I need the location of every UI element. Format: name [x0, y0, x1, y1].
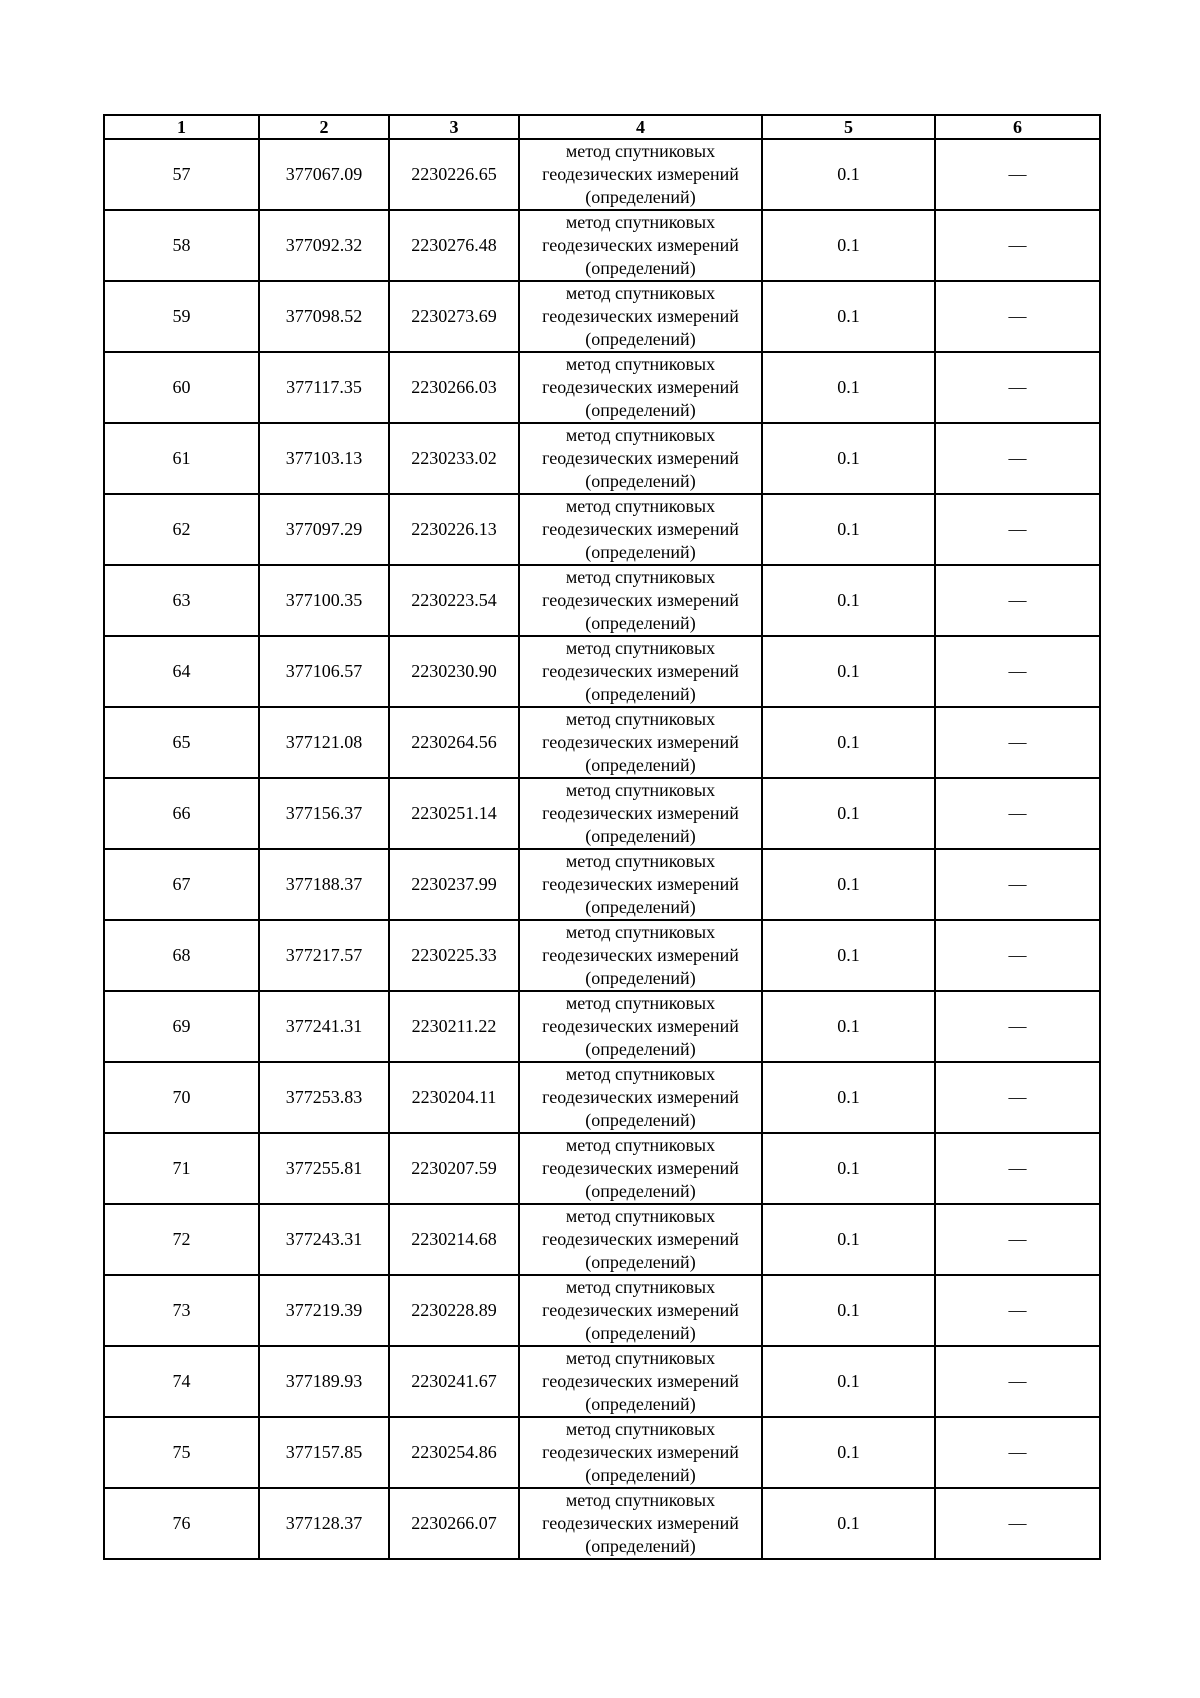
table-body	[104, 139, 1100, 1559]
note-cell: —	[935, 1275, 1100, 1346]
method-cell: метод спутниковых геодезических измерений (определений)	[519, 1275, 762, 1346]
x-coordinate-cell: 377241.31	[259, 991, 389, 1062]
table-row	[104, 139, 1100, 210]
x-coordinate-cell: 377217.57	[259, 920, 389, 991]
table-row	[104, 778, 1100, 849]
y-coordinate-cell: 2230266.07	[389, 1488, 519, 1559]
x-coordinate-cell: 377255.81	[259, 1133, 389, 1204]
method-cell: метод спутниковых геодезических измерений (определений)	[519, 565, 762, 636]
accuracy-cell: 0.1	[762, 281, 935, 352]
point-number-cell: 57	[104, 139, 259, 210]
y-coordinate-cell: 2230264.56	[389, 707, 519, 778]
x-coordinate-cell: 377189.93	[259, 1346, 389, 1417]
x-coordinate-cell: 377121.08	[259, 707, 389, 778]
method-cell: метод спутниковых геодезических измерений (определений)	[519, 778, 762, 849]
table-row	[104, 423, 1100, 494]
method-cell: метод спутниковых геодезических измерений (определений)	[519, 1133, 762, 1204]
table-row	[104, 636, 1100, 707]
note-cell: —	[935, 636, 1100, 707]
note-cell: —	[935, 1133, 1100, 1204]
accuracy-cell: 0.1	[762, 210, 935, 281]
y-coordinate-cell: 2230228.89	[389, 1275, 519, 1346]
point-number-cell: 66	[104, 778, 259, 849]
note-cell: —	[935, 707, 1100, 778]
method-cell: метод спутниковых геодезических измерений (определений)	[519, 1346, 762, 1417]
coordinates-table	[103, 114, 1101, 1560]
table-header	[104, 115, 1100, 139]
method-cell: метод спутниковых геодезических измерений (определений)	[519, 1417, 762, 1488]
table-row	[104, 1133, 1100, 1204]
y-coordinate-cell: 2230241.67	[389, 1346, 519, 1417]
note-cell: —	[935, 281, 1100, 352]
accuracy-cell: 0.1	[762, 1488, 935, 1559]
note-cell: —	[935, 210, 1100, 281]
note-cell: —	[935, 352, 1100, 423]
y-coordinate-cell: 2230251.14	[389, 778, 519, 849]
accuracy-cell: 0.1	[762, 352, 935, 423]
table-row	[104, 1346, 1100, 1417]
accuracy-cell: 0.1	[762, 1417, 935, 1488]
x-coordinate-cell: 377098.52	[259, 281, 389, 352]
method-cell: метод спутниковых геодезических измерений (определений)	[519, 139, 762, 210]
accuracy-cell: 0.1	[762, 1346, 935, 1417]
y-coordinate-cell: 2230233.02	[389, 423, 519, 494]
table-row	[104, 1204, 1100, 1275]
method-cell: метод спутниковых геодезических измерений (определений)	[519, 1062, 762, 1133]
point-number-cell: 73	[104, 1275, 259, 1346]
x-coordinate-cell: 377253.83	[259, 1062, 389, 1133]
method-cell: метод спутниковых геодезических измерений (определений)	[519, 707, 762, 778]
x-coordinate-cell: 377067.09	[259, 139, 389, 210]
accuracy-cell: 0.1	[762, 139, 935, 210]
point-number-cell: 65	[104, 707, 259, 778]
y-coordinate-cell: 2230273.69	[389, 281, 519, 352]
point-number-cell: 61	[104, 423, 259, 494]
method-cell: метод спутниковых геодезических измерений (определений)	[519, 1488, 762, 1559]
table-row	[104, 281, 1100, 352]
x-coordinate-cell: 377188.37	[259, 849, 389, 920]
note-cell: —	[935, 494, 1100, 565]
x-coordinate-cell: 377103.13	[259, 423, 389, 494]
method-cell: метод спутниковых геодезических измерений (определений)	[519, 1204, 762, 1275]
method-cell: метод спутниковых геодезических измерений (определений)	[519, 281, 762, 352]
point-number-cell: 72	[104, 1204, 259, 1275]
column-header-1: 1	[104, 115, 259, 139]
table-row	[104, 920, 1100, 991]
point-number-cell: 59	[104, 281, 259, 352]
accuracy-cell: 0.1	[762, 991, 935, 1062]
point-number-cell: 62	[104, 494, 259, 565]
x-coordinate-cell: 377092.32	[259, 210, 389, 281]
column-header-4: 4	[519, 115, 762, 139]
x-coordinate-cell: 377100.35	[259, 565, 389, 636]
accuracy-cell: 0.1	[762, 1275, 935, 1346]
point-number-cell: 58	[104, 210, 259, 281]
table-row	[104, 1488, 1100, 1559]
table-row	[104, 565, 1100, 636]
x-coordinate-cell: 377106.57	[259, 636, 389, 707]
y-coordinate-cell: 2230237.99	[389, 849, 519, 920]
point-number-cell: 74	[104, 1346, 259, 1417]
accuracy-cell: 0.1	[762, 1062, 935, 1133]
accuracy-cell: 0.1	[762, 1204, 935, 1275]
point-number-cell: 71	[104, 1133, 259, 1204]
column-header-3: 3	[389, 115, 519, 139]
table-row	[104, 707, 1100, 778]
point-number-cell: 60	[104, 352, 259, 423]
x-coordinate-cell: 377128.37	[259, 1488, 389, 1559]
method-cell: метод спутниковых геодезических измерений (определений)	[519, 423, 762, 494]
note-cell: —	[935, 778, 1100, 849]
point-number-cell: 68	[104, 920, 259, 991]
note-cell: —	[935, 1062, 1100, 1133]
point-number-cell: 64	[104, 636, 259, 707]
accuracy-cell: 0.1	[762, 1133, 935, 1204]
header-row	[104, 115, 1100, 139]
note-cell: —	[935, 139, 1100, 210]
y-coordinate-cell: 2230254.86	[389, 1417, 519, 1488]
x-coordinate-cell: 377097.29	[259, 494, 389, 565]
note-cell: —	[935, 849, 1100, 920]
y-coordinate-cell: 2230230.90	[389, 636, 519, 707]
note-cell: —	[935, 1488, 1100, 1559]
y-coordinate-cell: 2230226.65	[389, 139, 519, 210]
x-coordinate-cell: 377243.31	[259, 1204, 389, 1275]
y-coordinate-cell: 2230211.22	[389, 991, 519, 1062]
table-row	[104, 210, 1100, 281]
y-coordinate-cell: 2230226.13	[389, 494, 519, 565]
note-cell: —	[935, 423, 1100, 494]
x-coordinate-cell: 377157.85	[259, 1417, 389, 1488]
table-row	[104, 352, 1100, 423]
y-coordinate-cell: 2230204.11	[389, 1062, 519, 1133]
method-cell: метод спутниковых геодезических измерений (определений)	[519, 494, 762, 565]
method-cell: метод спутниковых геодезических измерений (определений)	[519, 636, 762, 707]
table-row	[104, 494, 1100, 565]
method-cell: метод спутниковых геодезических измерений (определений)	[519, 210, 762, 281]
note-cell: —	[935, 1346, 1100, 1417]
y-coordinate-cell: 2230266.03	[389, 352, 519, 423]
note-cell: —	[935, 991, 1100, 1062]
point-number-cell: 69	[104, 991, 259, 1062]
note-cell: —	[935, 565, 1100, 636]
point-number-cell: 76	[104, 1488, 259, 1559]
note-cell: —	[935, 920, 1100, 991]
column-header-5: 5	[762, 115, 935, 139]
column-header-2: 2	[259, 115, 389, 139]
table-row	[104, 849, 1100, 920]
table-row	[104, 1062, 1100, 1133]
point-number-cell: 67	[104, 849, 259, 920]
method-cell: метод спутниковых геодезических измерений (определений)	[519, 920, 762, 991]
note-cell: —	[935, 1204, 1100, 1275]
method-cell: метод спутниковых геодезических измерений (определений)	[519, 991, 762, 1062]
table-row	[104, 991, 1100, 1062]
note-cell: —	[935, 1417, 1100, 1488]
y-coordinate-cell: 2230276.48	[389, 210, 519, 281]
table-row	[104, 1275, 1100, 1346]
accuracy-cell: 0.1	[762, 636, 935, 707]
y-coordinate-cell: 2230225.33	[389, 920, 519, 991]
point-number-cell: 70	[104, 1062, 259, 1133]
y-coordinate-cell: 2230207.59	[389, 1133, 519, 1204]
accuracy-cell: 0.1	[762, 423, 935, 494]
x-coordinate-cell: 377117.35	[259, 352, 389, 423]
y-coordinate-cell: 2230223.54	[389, 565, 519, 636]
point-number-cell: 63	[104, 565, 259, 636]
accuracy-cell: 0.1	[762, 565, 935, 636]
method-cell: метод спутниковых геодезических измерений (определений)	[519, 849, 762, 920]
x-coordinate-cell: 377219.39	[259, 1275, 389, 1346]
accuracy-cell: 0.1	[762, 494, 935, 565]
method-cell: метод спутниковых геодезических измерений (определений)	[519, 352, 762, 423]
x-coordinate-cell: 377156.37	[259, 778, 389, 849]
column-header-6: 6	[935, 115, 1100, 139]
accuracy-cell: 0.1	[762, 778, 935, 849]
accuracy-cell: 0.1	[762, 707, 935, 778]
y-coordinate-cell: 2230214.68	[389, 1204, 519, 1275]
accuracy-cell: 0.1	[762, 849, 935, 920]
table-row	[104, 1417, 1100, 1488]
accuracy-cell: 0.1	[762, 920, 935, 991]
point-number-cell: 75	[104, 1417, 259, 1488]
